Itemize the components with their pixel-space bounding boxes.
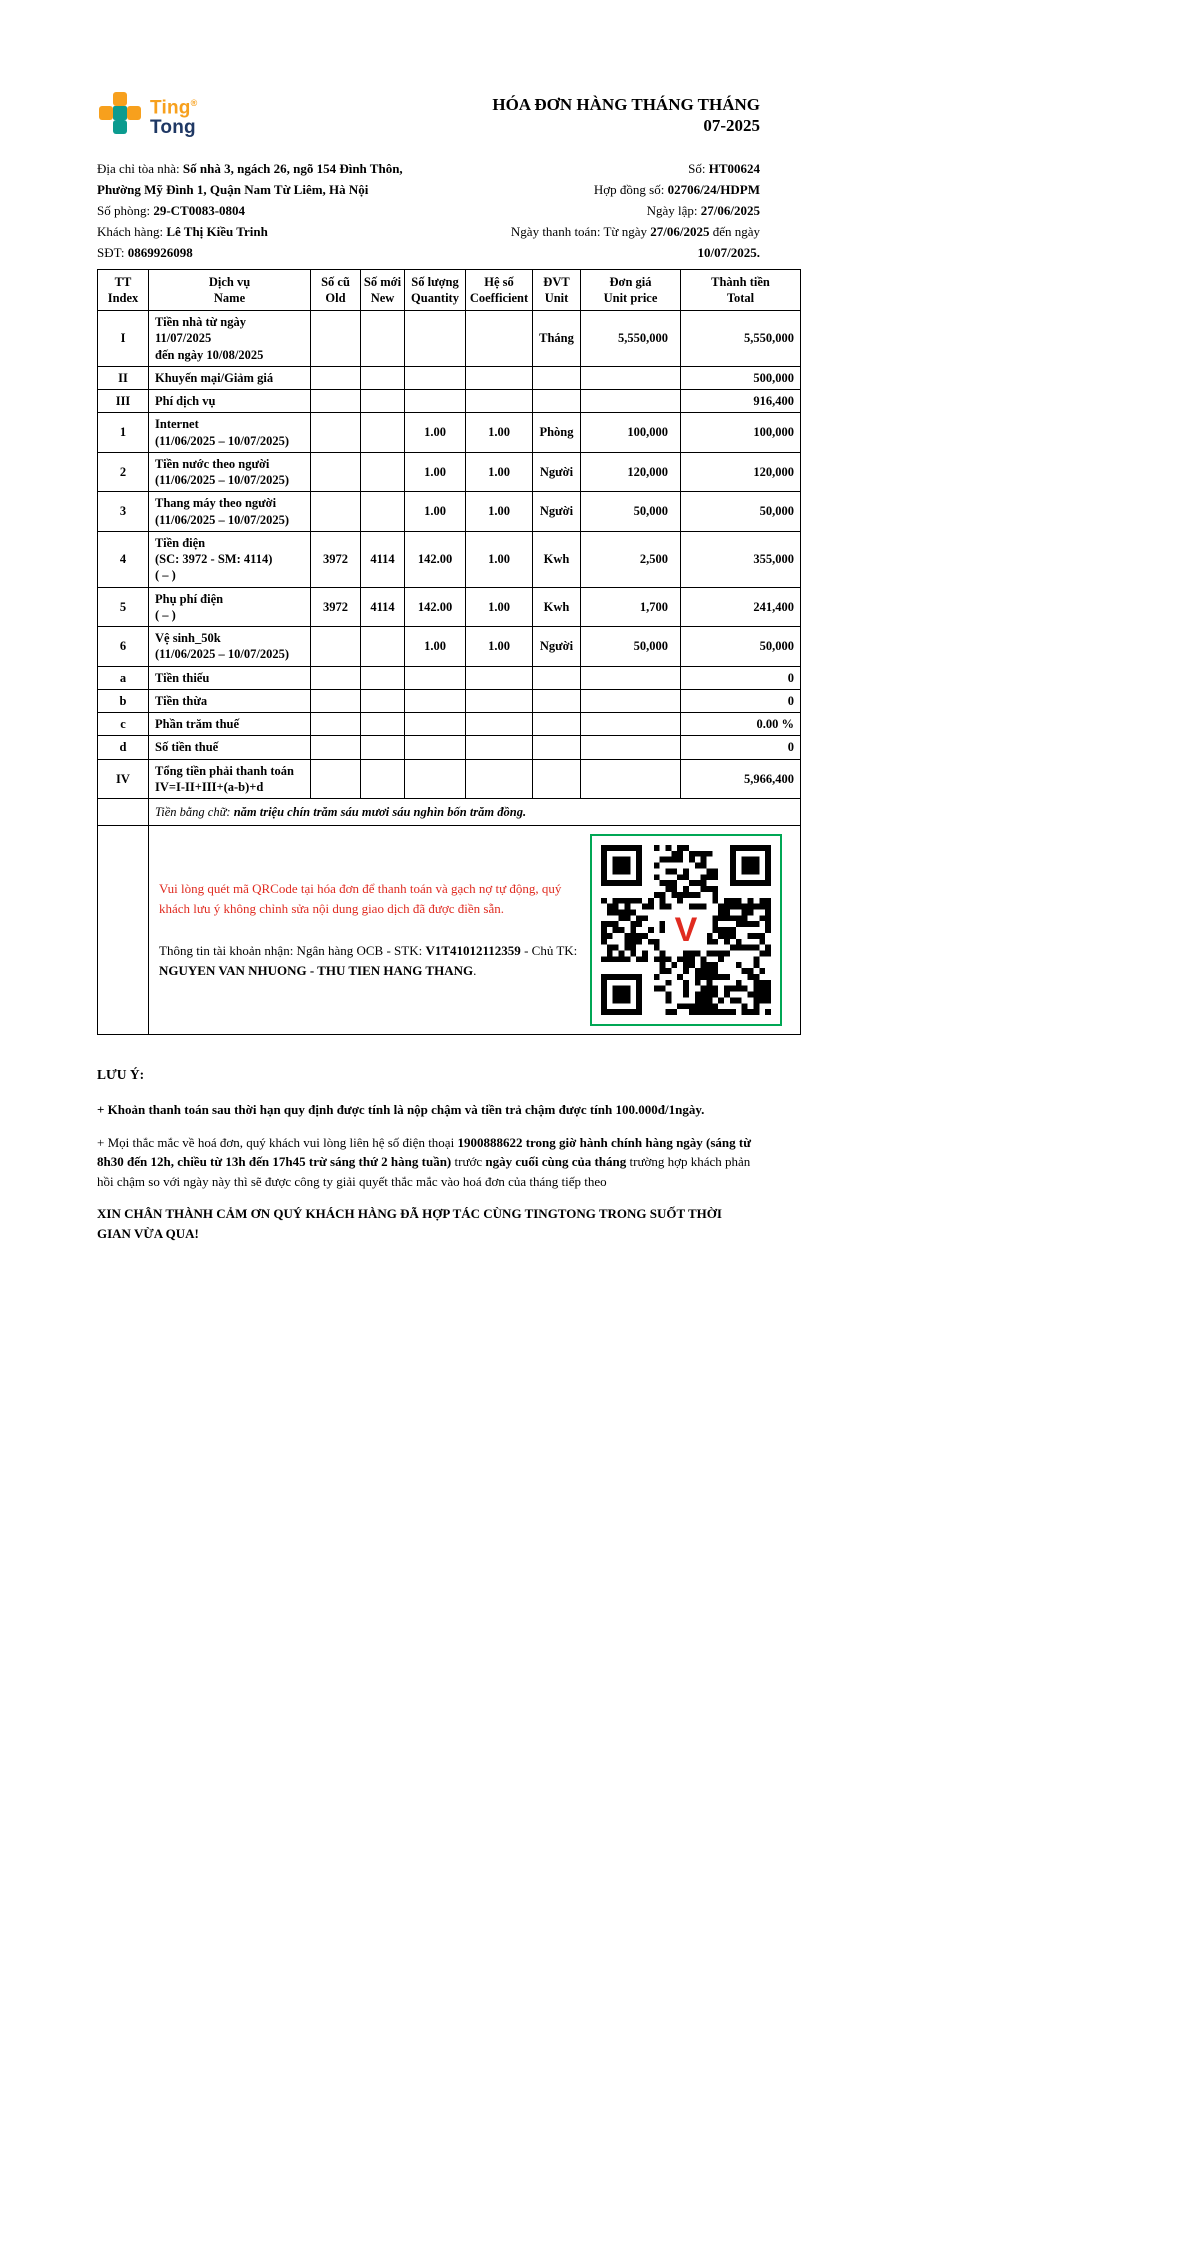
cell-idx: 1: [98, 413, 149, 453]
cell-coef: 1.00: [466, 627, 533, 667]
footer-heading: LƯU Ý:: [97, 1067, 145, 1083]
cell-idx: 6: [98, 627, 149, 667]
invoice-header: [97, 90, 800, 141]
cell-total: 916,400: [681, 390, 801, 413]
cell-new: [361, 627, 405, 667]
cell-unit: [533, 666, 581, 689]
cell-idx: II: [98, 366, 149, 389]
invoice-title: HÓA ĐƠN HÀNG THÁNG THÁNG 07-2025: [492, 95, 760, 136]
cell-idx: d: [98, 736, 149, 759]
cell-coef: [466, 390, 533, 413]
cell-idx: I: [98, 311, 149, 367]
amount-in-words-row: [98, 799, 801, 826]
info-line: SĐT: 0869926098: [97, 245, 193, 260]
cell-idx: III: [98, 390, 149, 413]
cell-idx: 4: [98, 531, 149, 587]
column-header: Hệ số Coefficient: [466, 270, 533, 311]
cell-qty: [405, 390, 466, 413]
cell-coef: [466, 689, 533, 712]
cell-qty: 1.00: [405, 452, 466, 492]
cell-unit: Tháng: [533, 311, 581, 367]
cell-coef: [466, 759, 533, 799]
cell-name: Tiền thiếu: [149, 666, 311, 689]
cell-coef: 1.00: [466, 531, 533, 587]
cell-name: Tiền nước theo người (11/06/2025 – 10/07/2025): [149, 452, 311, 492]
cell-new: [361, 311, 405, 367]
cell-old: [311, 666, 361, 689]
service-row: [98, 452, 801, 492]
cell-price: [581, 736, 681, 759]
cell-new: [361, 452, 405, 492]
cell-total: 355,000: [681, 531, 801, 587]
qr-payment-row: [98, 826, 801, 1035]
cell-total: 241,400: [681, 587, 801, 627]
cell-total: 0: [681, 666, 801, 689]
service-row: [98, 587, 801, 627]
cell-new: [361, 666, 405, 689]
cell-total: 5,966,400: [681, 759, 801, 799]
cell-unit: Kwh: [533, 531, 581, 587]
service-row: [98, 689, 801, 712]
cell-new: 4114: [361, 587, 405, 627]
cell-new: [361, 413, 405, 453]
cell-price: [581, 713, 681, 736]
column-header: Số mới New: [361, 270, 405, 311]
service-row: [98, 666, 801, 689]
cell-price: [581, 689, 681, 712]
column-header: Số cũ Old: [311, 270, 361, 311]
service-row: [98, 627, 801, 667]
cell-price: 50,000: [581, 627, 681, 667]
cell-qty: 1.00: [405, 492, 466, 532]
cell-name: Tiền thừa: [149, 689, 311, 712]
cell-idx: b: [98, 689, 149, 712]
cell-total: 0.00 %: [681, 713, 801, 736]
invoice-info: [97, 158, 800, 263]
service-row: [98, 413, 801, 453]
cell-name: Internet (11/06/2025 – 10/07/2025): [149, 413, 311, 453]
cell-coef: [466, 311, 533, 367]
footer-thanks: XIN CHÂN THÀNH CẢM ƠN QUÝ KHÁCH HÀNG ĐÃ HỢP TÁC CÙNG TINGTONG TRONG SUỐT THỜI GIAN VỪA QUA!: [97, 1206, 722, 1241]
cell-total: 120,000: [681, 452, 801, 492]
cell-name: Tổng tiền phải thanh toán IV=I-II+III+(a-b)+d: [149, 759, 311, 799]
logo-line-tong: Tong: [150, 117, 196, 139]
cell-old: [311, 627, 361, 667]
info-line: Số phòng: 29-CT0083-0804: [97, 203, 246, 218]
cell-qty: 142.00: [405, 531, 466, 587]
cell-name: Phí dịch vụ: [149, 390, 311, 413]
tingtong-logo: [97, 90, 197, 141]
column-header: ĐVT Unit: [533, 270, 581, 311]
column-header: Số lượng Quantity: [405, 270, 466, 311]
qr-code: [590, 834, 782, 1026]
amount-in-words-value: năm triệu chín trăm sáu mươi sáu nghìn bốn trăm đồng.: [233, 805, 527, 819]
cell-new: [361, 366, 405, 389]
cell-unit: [533, 713, 581, 736]
cell-old: [311, 713, 361, 736]
cell-unit: [533, 366, 581, 389]
cell-qty: 142.00: [405, 587, 466, 627]
info-right: [449, 158, 760, 263]
cell-qty: [405, 713, 466, 736]
cell-idx: a: [98, 666, 149, 689]
cell-idx: IV: [98, 759, 149, 799]
invoice-footer: [97, 1067, 752, 1243]
cell-total: 0: [681, 689, 801, 712]
info-line: Ngày lập: 27/06/2025: [646, 203, 760, 218]
column-header: TT Index: [98, 270, 149, 311]
bank-account-info: Thông tin tài khoản nhận: Ngân hàng OCB - STK: V1T41012112359 - Chủ TK: NGUYEN VAN NHUONG - THU TIEN HANG THANG.: [159, 943, 578, 979]
info-line: Số: HT00624: [688, 161, 760, 176]
cell-new: [361, 736, 405, 759]
cell-name: Phần trăm thuế: [149, 713, 311, 736]
tingtong-logo-icon: [97, 90, 143, 141]
cell-price: [581, 390, 681, 413]
amount-in-words-cell: [149, 799, 801, 826]
cell-old: [311, 689, 361, 712]
cell-price: 2,500: [581, 531, 681, 587]
qr-instructions: [159, 879, 590, 982]
cell-qty: [405, 311, 466, 367]
cell-qty: [405, 736, 466, 759]
cell-price: 1,700: [581, 587, 681, 627]
cell-new: [361, 390, 405, 413]
cell-price: 100,000: [581, 413, 681, 453]
cell-coef: 1.00: [466, 492, 533, 532]
cell-qty: 1.00: [405, 627, 466, 667]
cell-price: [581, 366, 681, 389]
cell-unit: Người: [533, 452, 581, 492]
cell-price: [581, 759, 681, 799]
cell-new: [361, 759, 405, 799]
info-line: Địa chỉ tòa nhà: Số nhà 3, ngách 26, ngõ 154 Đình Thôn, Phường Mỹ Đình 1, Quận Nam Từ Liêm, Hà Nội: [97, 161, 403, 197]
cell-coef: 1.00: [466, 587, 533, 627]
cell-qty: [405, 689, 466, 712]
invoice-page: [97, 0, 800, 1243]
cell-old: [311, 452, 361, 492]
cell-coef: 1.00: [466, 452, 533, 492]
vietqr-logo: V: [665, 910, 707, 950]
column-header: Dịch vụ Name: [149, 270, 311, 311]
info-left: [97, 158, 449, 263]
service-row: [98, 759, 801, 799]
cell-coef: [466, 666, 533, 689]
cell-name: Vệ sinh_50k (11/06/2025 – 10/07/2025): [149, 627, 311, 667]
invoice-table: [97, 269, 801, 1035]
cell-price: 120,000: [581, 452, 681, 492]
cell-old: 3972: [311, 587, 361, 627]
cell-old: [311, 759, 361, 799]
qr-payment-cell: [149, 826, 801, 1035]
cell-total: 0: [681, 736, 801, 759]
cell-old: [311, 492, 361, 532]
cell-coef: 1.00: [466, 413, 533, 453]
cell-name: Thang máy theo người (11/06/2025 – 10/07/2025): [149, 492, 311, 532]
cell-idx: 3: [98, 492, 149, 532]
cell-coef: [466, 366, 533, 389]
footer-note-hotline: + Mọi thắc mắc về hoá đơn, quý khách vui lòng liên hệ số điện thoại 1900888622 trong giờ hành chính hàng ngày (sáng từ 8h30 đến 12h, chiều từ 13h đến 17h45 trừ sáng thứ 2 hàng tuần) trước ngày cuối cùng của tháng trường hợp khách phản hồi chậm so với ngày này thì sẽ được công ty giải quyết thắc mắc vào hoá đơn của tháng tiếp theo: [97, 1134, 752, 1189]
cell-name: Tiền nhà từ ngày 11/07/2025 đến ngày 10/08/2025: [149, 311, 311, 367]
cell-old: [311, 366, 361, 389]
cell-total: 100,000: [681, 413, 801, 453]
cell-total: 50,000: [681, 492, 801, 532]
cell-price: [581, 666, 681, 689]
service-row: [98, 713, 801, 736]
amount-in-words-label: Tiền bằng chữ:: [155, 805, 234, 819]
service-row: [98, 311, 801, 367]
cell-new: [361, 492, 405, 532]
cell-unit: [533, 689, 581, 712]
cell-total: 500,000: [681, 366, 801, 389]
invoice-table-body: [98, 311, 801, 799]
cell-total: 50,000: [681, 627, 801, 667]
cell-idx: c: [98, 713, 149, 736]
service-row: [98, 531, 801, 587]
registered-mark: ®: [190, 97, 198, 108]
info-line: Khách hàng: Lê Thị Kiều Trinh: [97, 224, 268, 239]
cell-price: 5,550,000: [581, 311, 681, 367]
cell-new: 4114: [361, 531, 405, 587]
cell-old: [311, 311, 361, 367]
cell-unit: [533, 390, 581, 413]
cell-idx: 5: [98, 587, 149, 627]
cell-qty: [405, 666, 466, 689]
cell-qty: 1.00: [405, 413, 466, 453]
cell-name: Tiền điện (SC: 3972 - SM: 4114) ( – ): [149, 531, 311, 587]
header-row: [98, 270, 801, 311]
cell-new: [361, 689, 405, 712]
cell-old: [311, 413, 361, 453]
cell-name: Phụ phí điện ( – ): [149, 587, 311, 627]
cell-price: 50,000: [581, 492, 681, 532]
invoice-table-extra: [98, 799, 801, 1035]
service-row: [98, 390, 801, 413]
cell-unit: [533, 736, 581, 759]
logo-line-ting: Ting®: [150, 97, 198, 119]
footer-note-late-payment: + Khoản thanh toán sau thời hạn quy định được tính là nộp chậm và tiền trả chậm được tính 100.000đ/1ngày.: [97, 1102, 705, 1118]
cell-coef: [466, 713, 533, 736]
cell-unit: Người: [533, 492, 581, 532]
cell-unit: Người: [533, 627, 581, 667]
info-line: Hợp đồng số: 02706/24/HDPM: [593, 182, 760, 197]
column-header: Thành tiền Total: [681, 270, 801, 311]
cell-old: [311, 390, 361, 413]
cell-qty: [405, 366, 466, 389]
cell-name: Khuyến mại/Giảm giá: [149, 366, 311, 389]
cell-old: 3972: [311, 531, 361, 587]
cell-coef: [466, 736, 533, 759]
cell-total: 5,550,000: [681, 311, 801, 367]
tingtong-logo-text: [150, 93, 197, 138]
qr-warning-text: Vui lòng quét mã QRCode tại hóa đơn để thanh toán và gạch nợ tự động, quý khách lưu ý không chỉnh sửa nội dung giao dịch đã được điền sẵn.: [159, 880, 562, 917]
invoice-table-head: [98, 270, 801, 311]
column-header: Đơn giá Unit price: [581, 270, 681, 311]
cell-idx: 2: [98, 452, 149, 492]
cell-unit: Phòng: [533, 413, 581, 453]
service-row: [98, 736, 801, 759]
empty-cell: [98, 799, 149, 826]
info-line: Ngày thanh toán: Từ ngày 27/06/2025 đến ngày 10/07/2025.: [510, 224, 760, 260]
service-row: [98, 366, 801, 389]
service-row: [98, 492, 801, 532]
cell-unit: [533, 759, 581, 799]
cell-unit: Kwh: [533, 587, 581, 627]
cell-name: Số tiền thuế: [149, 736, 311, 759]
cell-new: [361, 713, 405, 736]
empty-cell: [98, 826, 149, 1035]
cell-old: [311, 736, 361, 759]
cell-qty: [405, 759, 466, 799]
